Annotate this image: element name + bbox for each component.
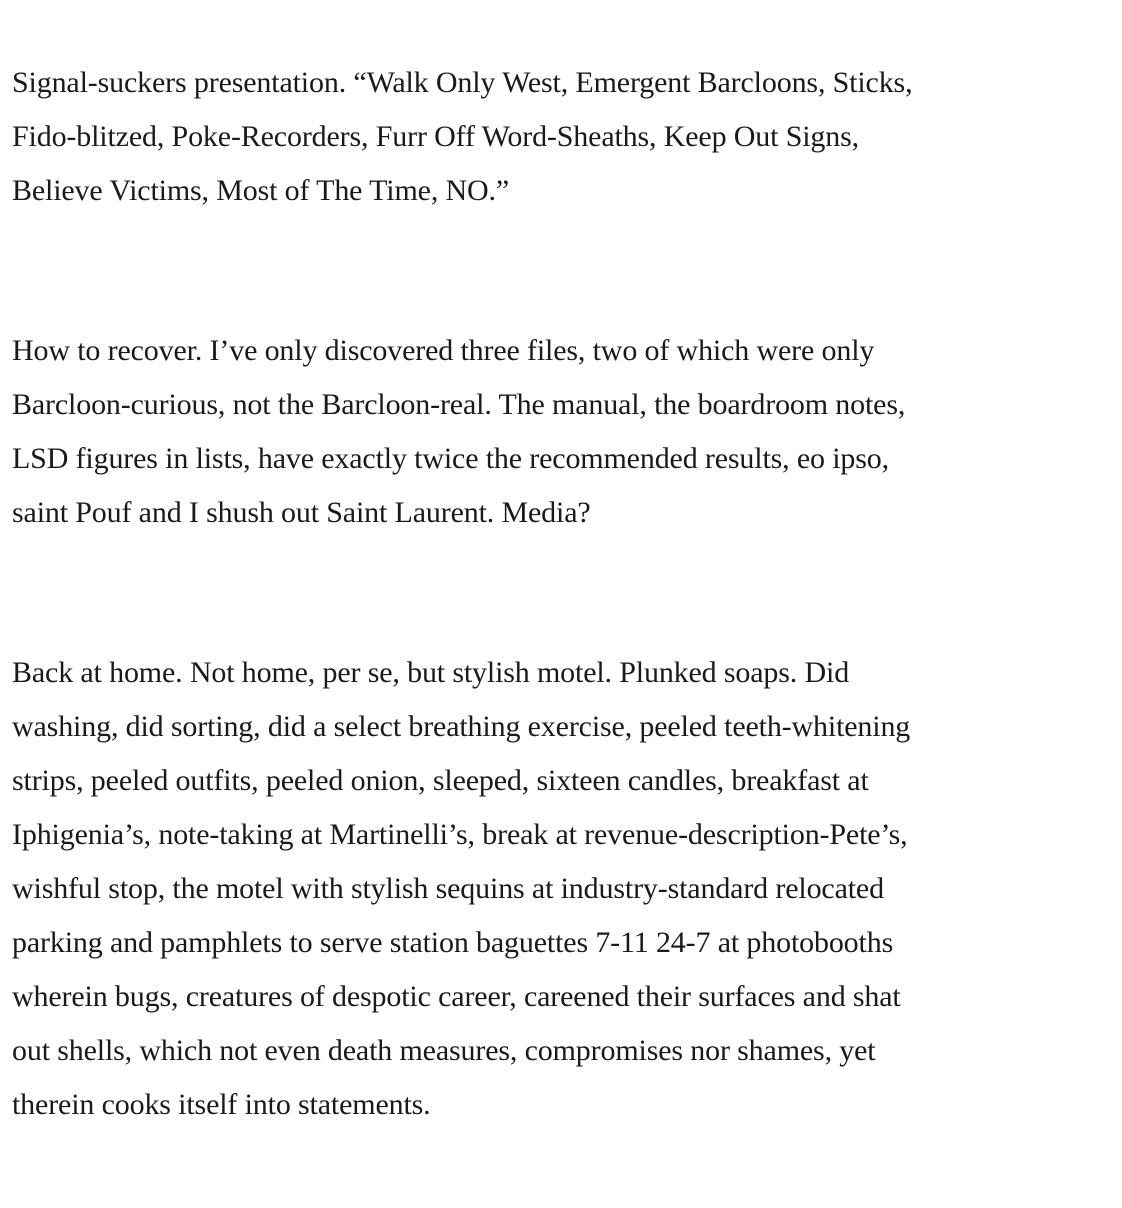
text-line: Signal-suckers presentation. “Walk Only West, Emergent Barcloons, Sticks, bbox=[12, 66, 913, 99]
text-line: Believe Victims, Most of The Time, NO.” bbox=[12, 174, 510, 207]
text-line: wishful stop, the motel with stylish sequins at industry-standard relocated bbox=[12, 872, 884, 905]
text-line: washing, did sorting, did a select breathing exercise, peeled teeth-whitening bbox=[12, 710, 911, 743]
text-line: Back at home. Not home, per se, but stylish motel. Plunked soaps. Did bbox=[12, 656, 850, 689]
text-line: strips, peeled outfits, peeled onion, sleeped, sixteen candles, breakfast at bbox=[12, 764, 869, 797]
text-line: out shells, which not even death measures, compromises nor shames, yet bbox=[12, 1034, 876, 1067]
document-body bbox=[12, 56, 1118, 1132]
text-line: parking and pamphlets to serve station baguettes 7-11 24-7 at photobooths bbox=[12, 926, 894, 959]
text-line: Barcloon-curious, not the Barcloon-real. The manual, the boardroom notes, bbox=[12, 388, 906, 421]
text-line: How to recover. I’ve only discovered three files, two of which were only bbox=[12, 334, 875, 367]
text-line: Fido-blitzed, Poke-Recorders, Furr Off Word-Sheaths, Keep Out Signs, bbox=[12, 120, 859, 153]
text-line: therein cooks itself into statements. bbox=[12, 1088, 431, 1121]
text-line: saint Pouf and I shush out Saint Laurent. Media? bbox=[12, 496, 591, 529]
paragraph-how-to-recover bbox=[12, 324, 1118, 540]
text-line: wherein bugs, creatures of despotic career, careened their surfaces and shat bbox=[12, 980, 901, 1013]
text-line: Iphigenia’s, note-taking at Martinelli’s, break at revenue-description-Pete’s, bbox=[12, 818, 908, 851]
paragraph-back-at-home bbox=[12, 646, 1118, 1132]
text-line: LSD figures in lists, have exactly twice the recommended results, eo ipso, bbox=[12, 442, 890, 475]
paragraph-signal-suckers bbox=[12, 56, 1118, 218]
